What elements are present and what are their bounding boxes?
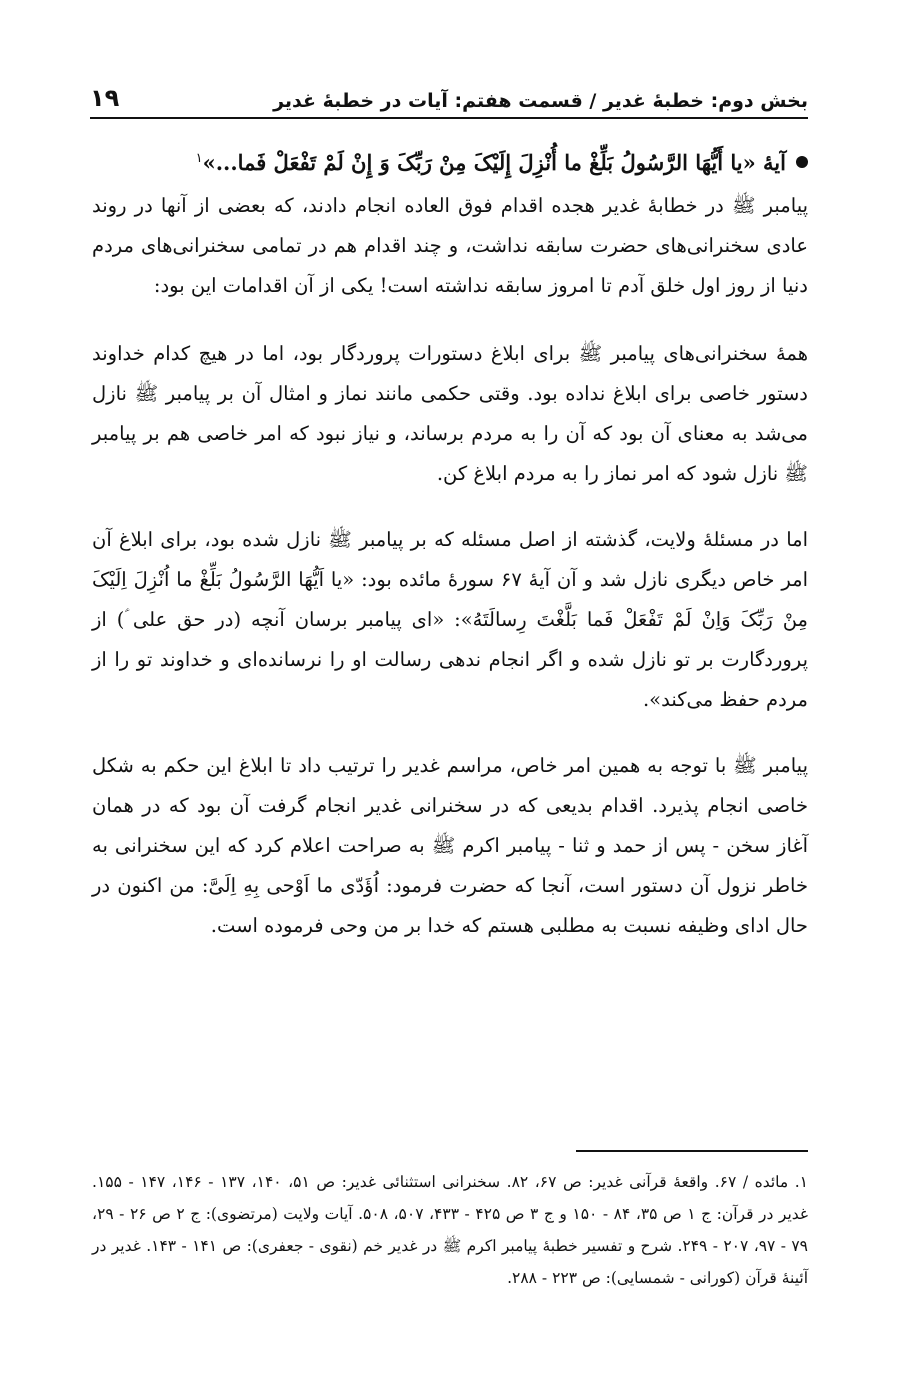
footnotes	[92, 1166, 808, 1294]
footnote-mark: ۱	[195, 151, 203, 166]
footnote-divider	[576, 1150, 808, 1152]
heading-text: آیهٔ «یا أَیُّهَا الرَّسُولُ بَلِّغْ ما أُنْزِلَ إِلَیْکَ مِنْ رَبِّکَ وَ إِنْ لَمْ تَفْعَلْ فَما...»$^۱$	[195, 150, 786, 175]
section-heading	[92, 140, 808, 182]
paragraph-4: پیامبر ﷺ با توجه به همین امر خاص، مراسم غدیر را ترتیب داد تا ابلاغ این حکم به شکل خاصی انجام پذیرد. اقدام بدیعی که در سخنرانی غدیر انجام گرفت آن بود که در همان آغاز سخن - پس از حمد و ثنا - پیامبر اکرم ﷺ به صراحت اعلام کرد که این سخنرانی به خاطر نزول آن دستور است، آنجا که حضرت فرمود: اُؤَدّی ما اَوْحی بِهِ اِلَیَّ: من اکنون در حال ادای وظیفه نسبت به مطلبی هستم که خدا بر من وحی فرموده است.	[92, 754, 808, 937]
bullet-icon	[796, 156, 808, 168]
paragraph-1: پیامبر ﷺ در خطابهٔ غدیر هجده اقدام فوق العاده انجام دادند، که بعضی از آنها در روند عادی سخنرانی‌های حضرت سابقه نداشت، و چند اقدام هم در تمامی سخنرانی‌های مردم دنیا از روز اول خلق آدم تا امروز سابقه نداشته است! یکی از آن اقدامات این بود:	[92, 194, 808, 297]
header-divider	[90, 117, 808, 119]
page-number: ۱۹	[90, 84, 120, 112]
page-body	[92, 140, 808, 972]
paragraph-3: اما در مسئلهٔ ولایت، گذشته از اصل مسئله که بر پیامبر ﷺ نازل شده بود، برای ابلاغ آن امر خاص دیگری نازل شد و آن آیهٔ ۶۷ سورهٔ مائده بود: «یا اَیُّهَا الرَّسُولُ بَلِّغْ ما اُنْزِلَ اِلَیْکَ مِنْ رَبِّکَ وَاِنْ لَمْ تَفْعَلْ فَما بَلَّغْتَ رِسالَتَهُ»: «ای پیامبر برسان آنچه (در حق علی ؑ) از پروردگارت بر تو نازل شده و اگر انجام ندهی رسالت او را نرسانده‌ای و خداوند تو را از مردم حفظ می‌کند».	[92, 528, 808, 711]
page-header	[90, 68, 808, 112]
footnote-1: ۱. مائده / ۶۷. واقعهٔ قرآنی غدیر: ص ۶۷، ۸۲. سخنرانی استثنائی غدیر: ص ۵۱، ۱۴۰، ۱۳۷ - ۱۴۶، ۱۴۷ - ۱۵۵. غدیر در قرآن: ج ۱ ص ۳۵، ۸۴ - ۱۵۰ و ج ۳ ص ۴۲۵ - ۴۳۳، ۵۰۷، ۵۰۸. آیات ولایت (مرتضوی): ج ۲ ص ۲۶ - ۲۹، ۷۹ - ۹۷، ۲۰۷ - ۲۴۹. شرح و تفسیر خطبهٔ پیامبر اکرم ﷺ در غدیر خم (نقوی - جعفری): ص ۱۴۱ - ۱۴۳. غدیر در آئینهٔ قرآن (کورانی - شمسایی): ص ۲۲۳ - ۲۸۸.	[92, 1173, 808, 1287]
running-title: بخش دوم: خطبهٔ غدیر / قسمت هفتم: آیات در خطبهٔ غدیر	[273, 90, 808, 112]
paragraph-2: همهٔ سخنرانی‌های پیامبر ﷺ برای ابلاغ دستورات پروردگار بود، اما در هیچ کدام خداوند دستور خاصی برای ابلاغ نداده بود. وقتی حکمی مانند نماز و امثال آن بر پیامبر ﷺ نازل می‌شد به معنای آن بود که آن را به مردم برساند، و نیاز نبود که امر خاصی هم بر پیامبر ﷺ نازل شود که امر نماز را به مردم ابلاغ کن.	[92, 342, 808, 485]
